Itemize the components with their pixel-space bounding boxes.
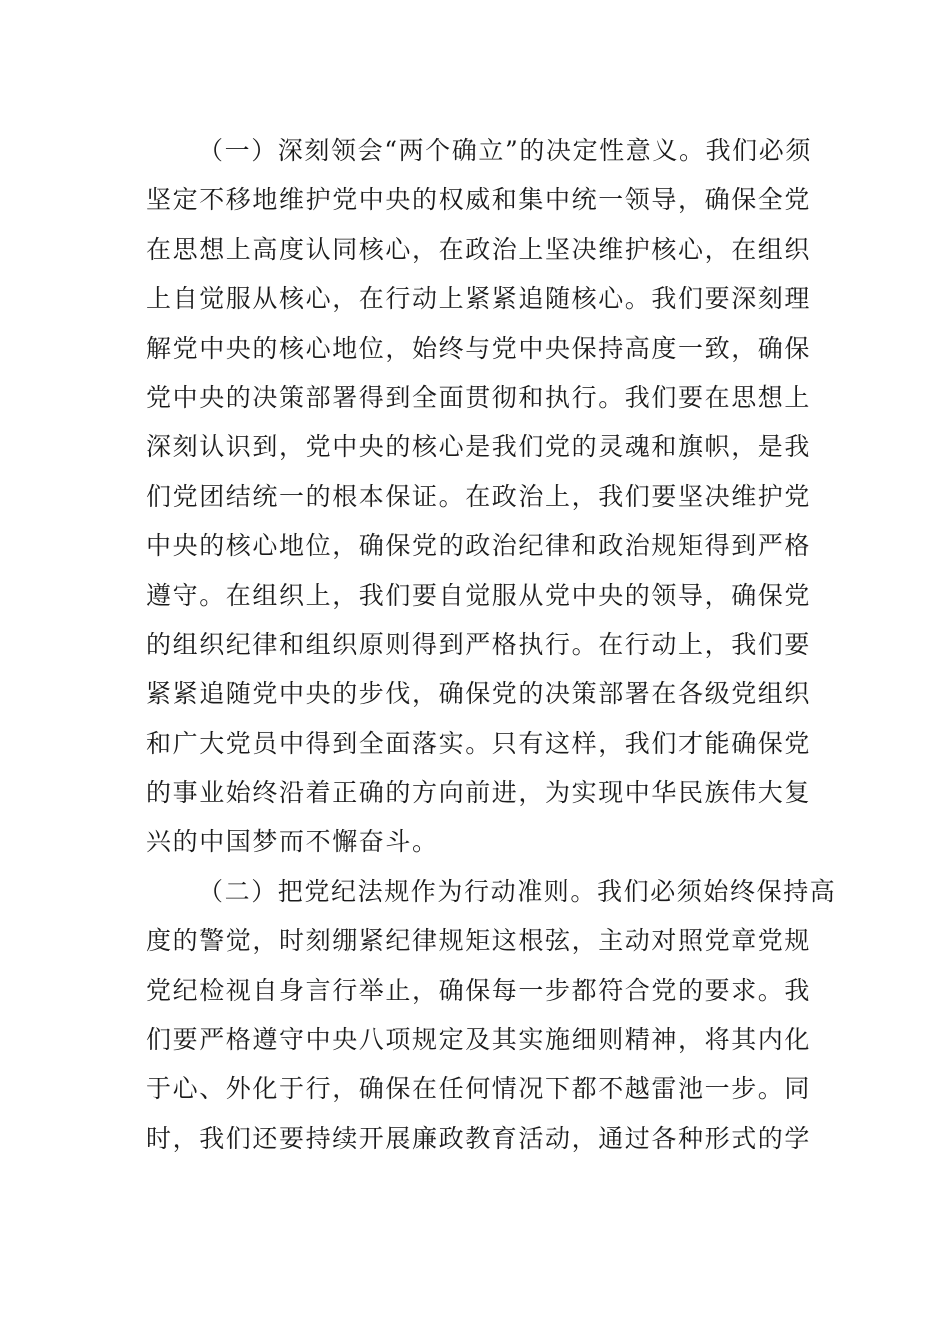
text-line: （一）深刻领会“两个确立”的决定性意义。我们必须 bbox=[198, 136, 812, 165]
text-line: 上自觉服从核心，在行动上紧紧追随核心。我们要深刻理 bbox=[146, 284, 812, 314]
text-line: 解党中央的核心地位，始终与党中央保持高度一致，确保 bbox=[146, 333, 812, 363]
text-line: 遵守。在组织上，我们要自觉服从党中央的领导，确保党 bbox=[146, 580, 812, 610]
paragraph-2 bbox=[146, 867, 837, 1163]
text-line: 度的警觉，时刻绷紧纪律规矩这根弦，主动对照党章党规 bbox=[146, 926, 812, 956]
text-line: 时，我们还要持续开展廉政教育活动，通过各种形式的学 bbox=[146, 1123, 812, 1153]
text-line: 坚定不移地维护党中央的权威和集中统一领导，确保全党 bbox=[146, 185, 812, 215]
text-line: 们要严格遵守中央八项规定及其实施细则精神，将其内化 bbox=[146, 1025, 812, 1055]
text-line: 们党团结统一的根本保证。在政治上，我们要坚决维护党 bbox=[146, 481, 812, 511]
paragraph-1 bbox=[146, 126, 812, 867]
text-line: 和广大党员中得到全面落实。只有这样，我们才能确保党 bbox=[146, 728, 812, 758]
text-line: 的事业始终沿着正确的方向前进，为实现中华民族伟大复 bbox=[146, 778, 812, 808]
text-line: 在思想上高度认同核心，在政治上坚决维护核心，在组织 bbox=[146, 234, 812, 264]
text-line: 紧紧追随党中央的步伐，确保党的决策部署在各级党组织 bbox=[146, 679, 812, 709]
text-line: 党中央的决策部署得到全面贯彻和执行。我们要在思想上 bbox=[146, 382, 812, 412]
text-line: 深刻认识到，党中央的核心是我们党的灵魂和旗帜，是我 bbox=[146, 432, 812, 462]
text-line: 的组织纪律和组织原则得到严格执行。在行动上，我们要 bbox=[146, 629, 812, 659]
document-body bbox=[146, 126, 837, 1163]
text-line: 于心、外化于行，确保在任何情况下都不越雷池一步。同 bbox=[146, 1074, 812, 1104]
text-line: 党纪检视自身言行举止，确保每一步都符合党的要求。我 bbox=[146, 975, 812, 1005]
text-line: 中央的核心地位，确保党的政治纪律和政治规矩得到严格 bbox=[146, 531, 812, 561]
text-line: （二）把党纪法规作为行动准则。我们必须始终保持高 bbox=[198, 876, 837, 906]
text-line: 兴的中国梦而不懈奋斗。 bbox=[146, 827, 439, 857]
